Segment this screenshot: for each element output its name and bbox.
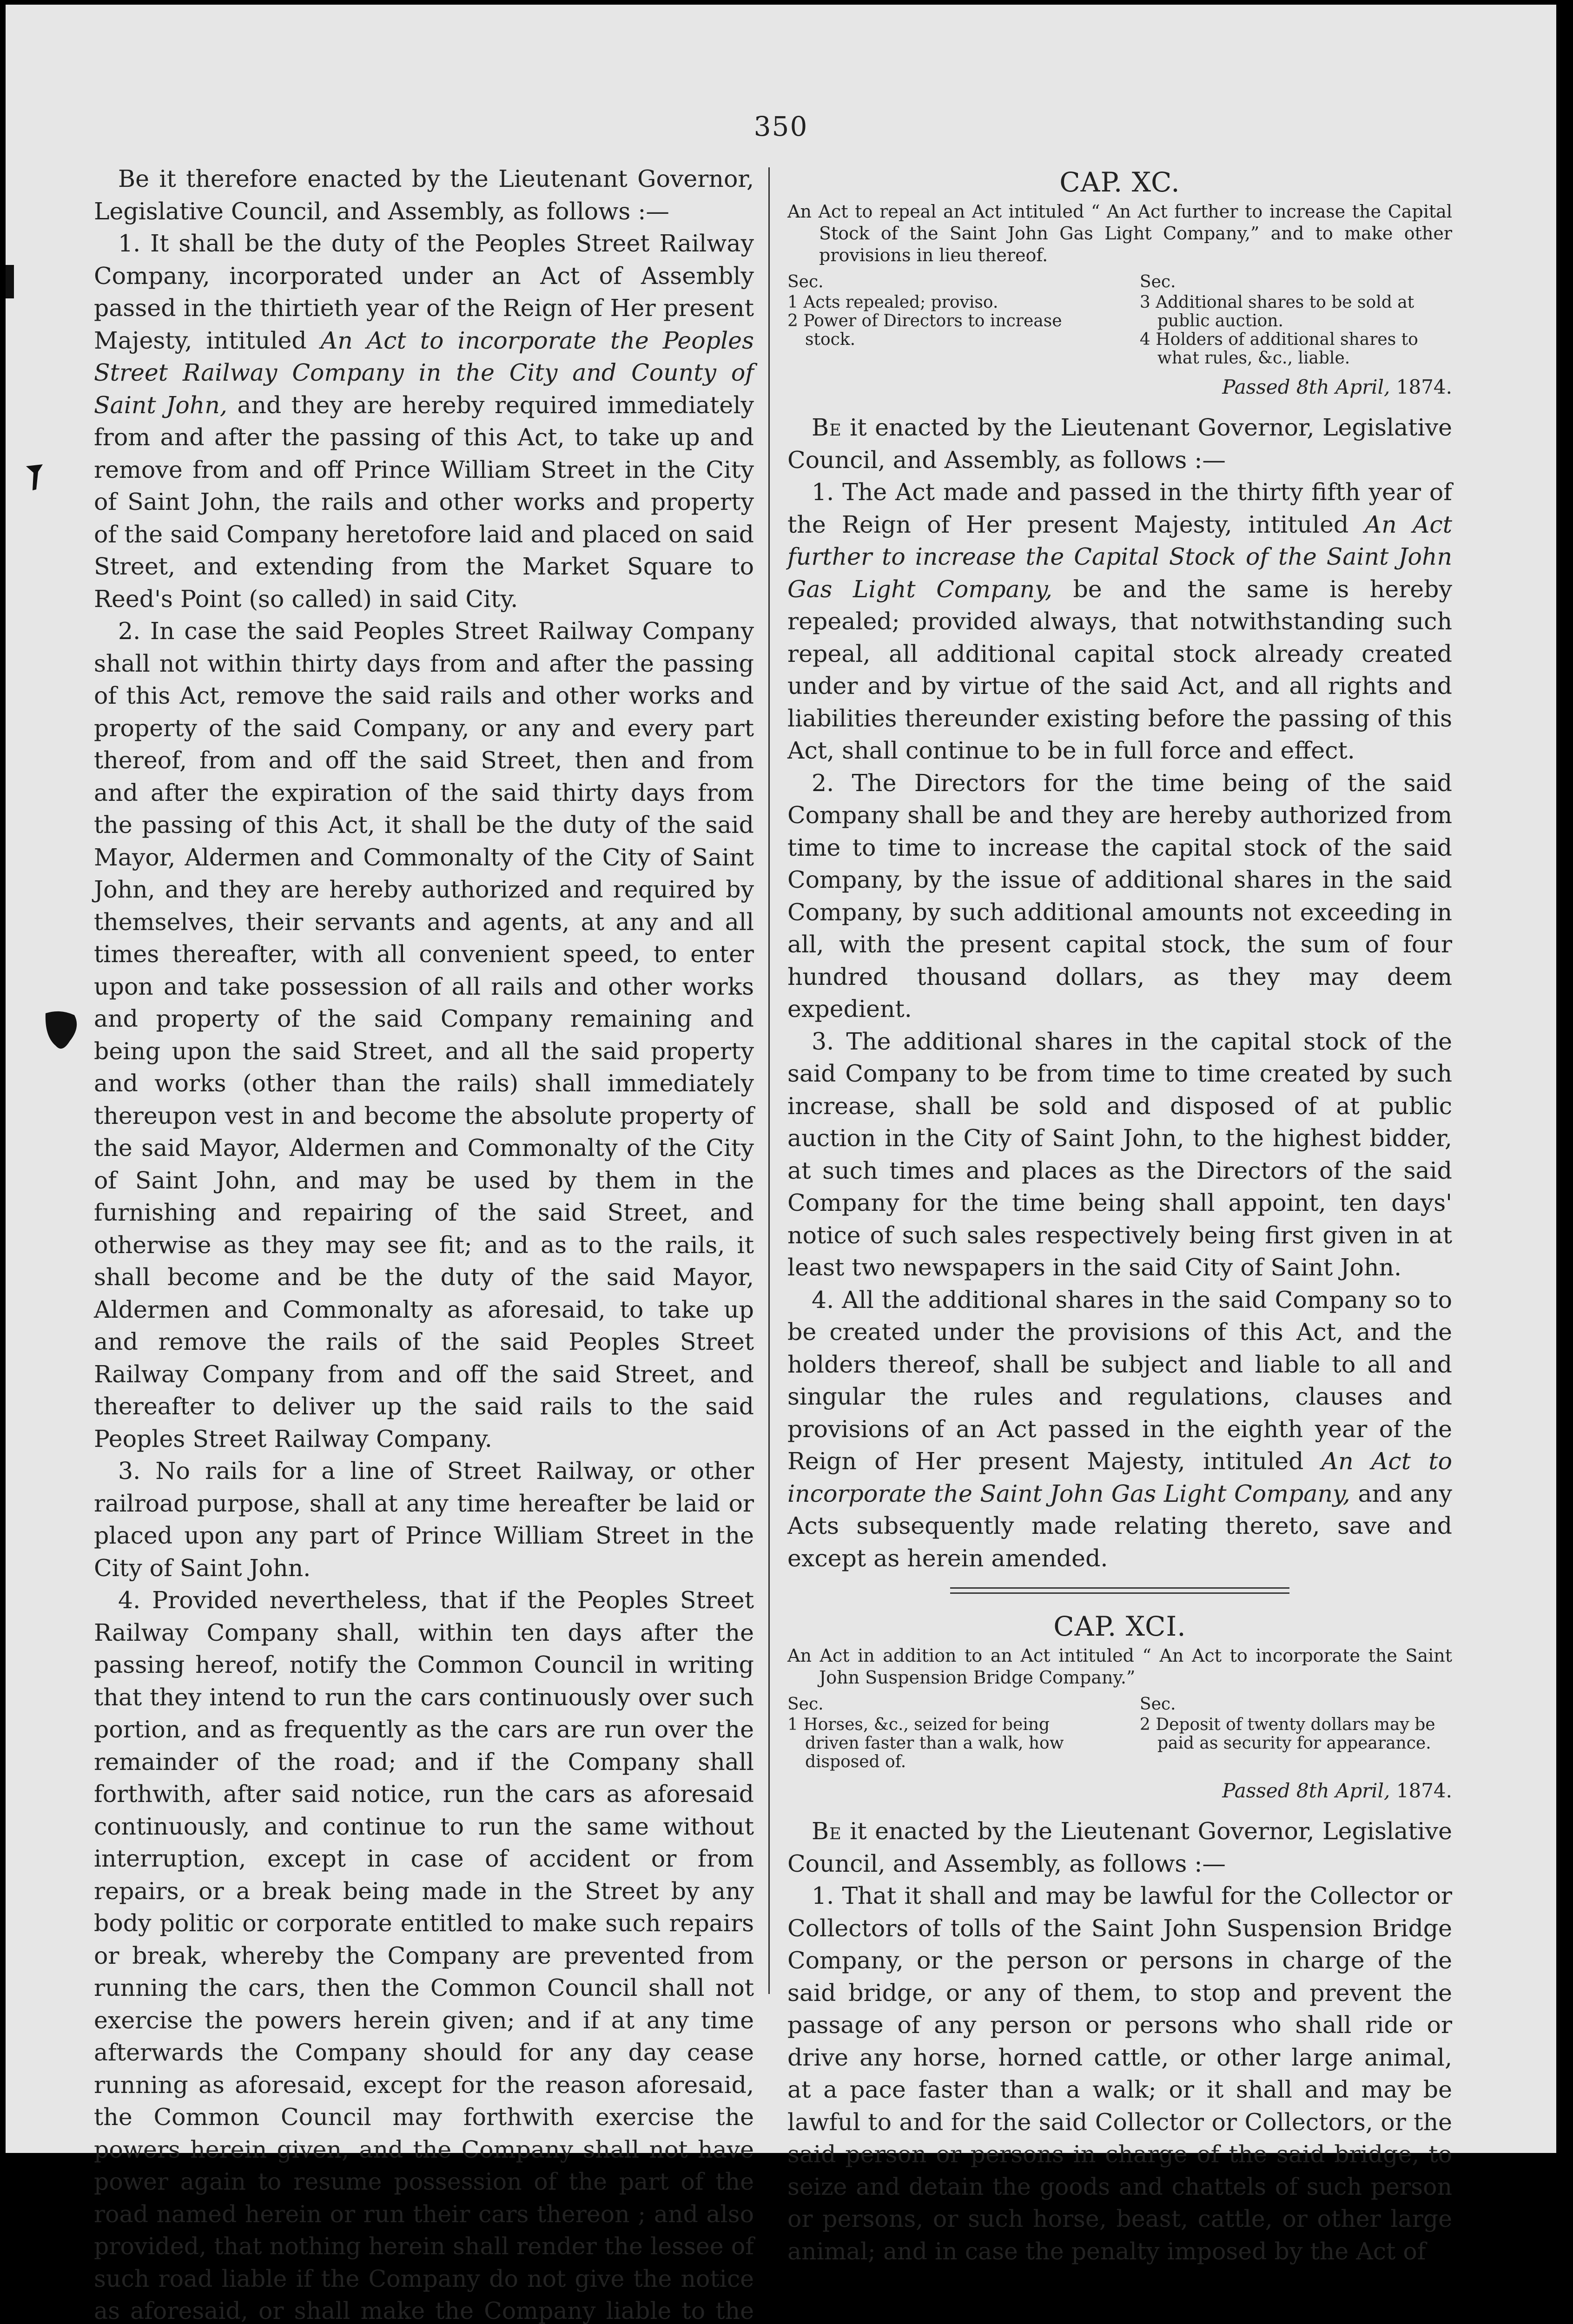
chapter-separator-rule	[950, 1587, 1289, 1594]
passed-year: 1874.	[1396, 1779, 1452, 1802]
passed-date: 8th April,	[1296, 1779, 1390, 1802]
margin-smudge-icon	[42, 1009, 81, 1053]
section-3: 3. No rails for a line of Street Railway, or other railroad purpose, shall at any time hereafter be laid or placed upon any part of Prince William Street in the City of Saint John.	[94, 1457, 754, 1582]
passed-year: 1874.	[1396, 376, 1452, 398]
enact-word: Be	[812, 1817, 842, 1845]
cap-xci-passed-date	[787, 1777, 1452, 1805]
cap-xc-contents-left	[787, 273, 1100, 368]
section-text: be and the same is hereby repealed; provided always, that notwithstanding such repeal, all additional capital stock already created under and by virtue of the said Act, and all rights and liabilities thereunder existing before the passing of this Act, shall continue to be in full force and effect.	[787, 575, 1452, 764]
left-column	[94, 163, 754, 2324]
sec-label: Sec.	[787, 1695, 824, 1714]
cap-xci-title	[787, 1645, 1452, 1689]
sec-label: Sec.	[1139, 272, 1176, 291]
cap-xci-enacting-clause	[787, 1815, 1452, 1880]
cap-xc-section-2: 2. The Directors for the time being of the said Company shall be and they are hereby authorized from time to time to increase the capital stock of the said Company, by the issue of additional shares in the said Company, by such additional amounts not exceeding in all, with the present capital stock, the sum of four hundred thousand dollars, as they may deem expedient.	[787, 769, 1452, 1023]
right-column	[787, 163, 1453, 2265]
section-4: 4. Provided nevertheless, that if the Peoples Street Railway Company shall, within ten days after the passing hereof, notify the Common Council in writing that they intend to run the cars continuously over such portion, and as frequently as the cars are run over the remainder of the road; and if the Company shall forthwith, after said notice, run the cars as aforesaid continuously, and continue to run the same without interruption, except in case of accident or from repairs, or a break being made in the Street by any body politic or corporate entitled to make such repairs or break, whereby the Company are prevented from running the cars, then the Common Council shall not exercise the powers herein given; and if at any time afterwards the Company should for any day cease running as aforesaid, except for the reason aforesaid, the Common Council may forthwith exercise the powers herein given, and the Company shall not have power again to resume possession of the part of the road named herein or run their cars thereon ; and also provided, that nothing herein shall render the lessee of such road liable if the Company do not give the notice as aforesaid, or shall make the Company liable to the	[94, 1586, 754, 2324]
cap-xci-title-text: An Act in addition to an Act intituled “ An Act to incorporate the Saint John Suspension Bridge Company.”	[787, 1645, 1452, 1688]
column-divider	[768, 167, 770, 1994]
document-page	[6, 5, 1556, 2324]
contents-item: 2 Power of Directors to increase stock.	[787, 311, 1062, 349]
passed-label: Passed	[1222, 376, 1290, 398]
cap-xc-passed-date	[787, 373, 1452, 401]
cap-xci-heading: CAP. XCI.	[1053, 1611, 1186, 1642]
cap-xc-section-1	[787, 476, 1452, 767]
passed-date: 8th April,	[1296, 376, 1390, 398]
cap-xc-contents	[787, 273, 1452, 368]
cap-xci-contents-right	[1140, 1695, 1452, 1771]
section-2: 2. In case the said Peoples Street Railway Company shall not within thirty days from and after the passing of this Act, remove the said rails and other works and property of the said Company, or any and every part thereof, from and off the said Street, then and from and after the expiration of the said thirty days from the passing of this Act, it shall be the duty of the said Mayor, Aldermen and Commonalty of the City of Saint John, and they are hereby authorized and required by themselves, their servants and agents, at any and all times thereafter, with all convenient speed, to enter upon and take possession of all rails and other works and property of the said Company remaining and being upon the said Street, and all the said property and works (other than the rails) shall immediately thereupon vest in and become the absolute property of the said Mayor, Aldermen and Commonalty of the City of Saint John, and may be used by them in the furnishing and repairing of the said Street, and otherwise as they may see fit; and as to the rails, it shall become and be the duty of the said Mayor, Aldermen and Commonalty as aforesaid, to take up and remove the rails of the said Peoples Street Railway Company from and off the said Street, and thereafter to deliver up the said rails to the said Peoples Street Railway Company.	[94, 617, 754, 1452]
contents-item: 3 Additional shares to be sold at public auction.	[1139, 293, 1414, 330]
cap-xc-title	[787, 201, 1452, 266]
cap-xci-section-1: 1. That it shall and may be lawful for the Collector or Collectors of tolls of the Saint John Suspension Bridge Company, or the person or persons in charge of the said bridge, or any of them, to stop and prevent the passage of any person or persons who shall ride or drive any horse, horned cattle, or other large animal, at a pace faster than a walk; or it shall and may be lawful to and for the said Collector or Collectors, or the said person or persons in charge of the said bridge, to seize and detain the goods and chattels of such person or persons, or such horse, beast, cattle, or other large animal; and in case the penalty imposed by the Act of	[787, 1882, 1452, 2265]
section-text: 1. The Act made and passed in the thirty fifth year of the Reign of Her present Majesty, intituled	[787, 478, 1452, 538]
cap-xc-section-4	[787, 1284, 1452, 1575]
contents-item: 4 Holders of additional shares to what rules, &c., liable.	[1139, 330, 1418, 368]
section-1-rest: and they are hereby required immediately from and after the passing of this Act, to take up and remove from and off Prince William Street in the City of Saint John, the rails and other works and property of the said Company heretofore laid and placed on said Street, and extending from the Market Square to Reed's Point (so called) in said City.	[94, 391, 754, 613]
enacting-clause: Be it therefore enacted by the Lieutenant Governor, Legislative Council, and Assembly, as follows :—	[94, 165, 754, 225]
contents-item: 1 Horses, &c., seized for being driven faster than a walk, how disposed of.	[787, 1715, 1064, 1771]
scan-edge-mark	[6, 265, 14, 298]
cap-xc-title-text: An Act to repeal an Act intituled “ An Act further to increase the Capital Stock of the Saint John Gas Light Company,” and to make other provisions in lieu thereof.	[787, 201, 1452, 265]
cap-xc-heading: CAP. XC.	[1059, 166, 1180, 198]
section-1-act-title: An Act to incorporate the Peoples Street Railway Company in the City and County of Saint John,	[94, 326, 754, 419]
sec-label: Sec.	[787, 272, 824, 291]
section-1-text: 1. It shall be the duty of the Peoples Street Railway Company, incorporated under an Act of Assembly passed in the thirtieth year of the Reign of Her present Majesty, intituled	[94, 230, 754, 354]
passed-label: Passed	[1222, 1779, 1290, 1802]
cap-xci-contents-left	[787, 1695, 1100, 1771]
contents-item: 1 Acts repealed; proviso.	[787, 293, 998, 312]
contents-item: 2 Deposit of twenty dollars may be paid as security for appearance.	[1139, 1715, 1435, 1753]
margin-mark-icon	[24, 462, 46, 495]
enact-rest: it enacted by the Lieutenant Governor, Legislative Council, and Assembly, as follows :—	[787, 414, 1452, 474]
cap-xc-section-3: 3. The additional shares in the capital stock of the said Company to be from time to time created by such increase, shall be sold and disposed of at public auction in the City of Saint John, to the highest bidder, at such times and places as the Directors of the said Company for the time being shall appoint, ten days' notice of such sales respectively being first given in at least two newspapers in the said City of Saint John.	[787, 1027, 1452, 1281]
enact-word: Be	[812, 414, 842, 441]
section-act-title: An Act further to increase the Capital Stock of the Saint John Gas Light Company,	[787, 510, 1453, 603]
cap-xc-contents-right	[1140, 273, 1452, 368]
cap-xc-enacting-clause	[787, 411, 1452, 476]
section-text: 4. All the additional shares in the said Company so to be created under the provisions of this Act, and the holders thereof, shall be subject and liable to all and singular the rules and regulations, clauses and provisions of an Act passed in the eighth year of the Reign of Her present Majesty, intituled	[787, 1286, 1452, 1475]
page-number: 350	[753, 111, 808, 142]
enact-rest: it enacted by the Lieutenant Governor, Legislative Council, and Assembly, as follows :—	[787, 1817, 1452, 1877]
section-text: and any Acts subsequently made relating thereto, save and except as herein amended.	[787, 1479, 1452, 1572]
sec-label: Sec.	[1139, 1695, 1176, 1714]
section-act-title: An Act to incorporate the Saint John Gas Light Company,	[787, 1447, 1452, 1507]
section-1	[94, 227, 754, 615]
cap-xci-contents	[787, 1695, 1452, 1771]
